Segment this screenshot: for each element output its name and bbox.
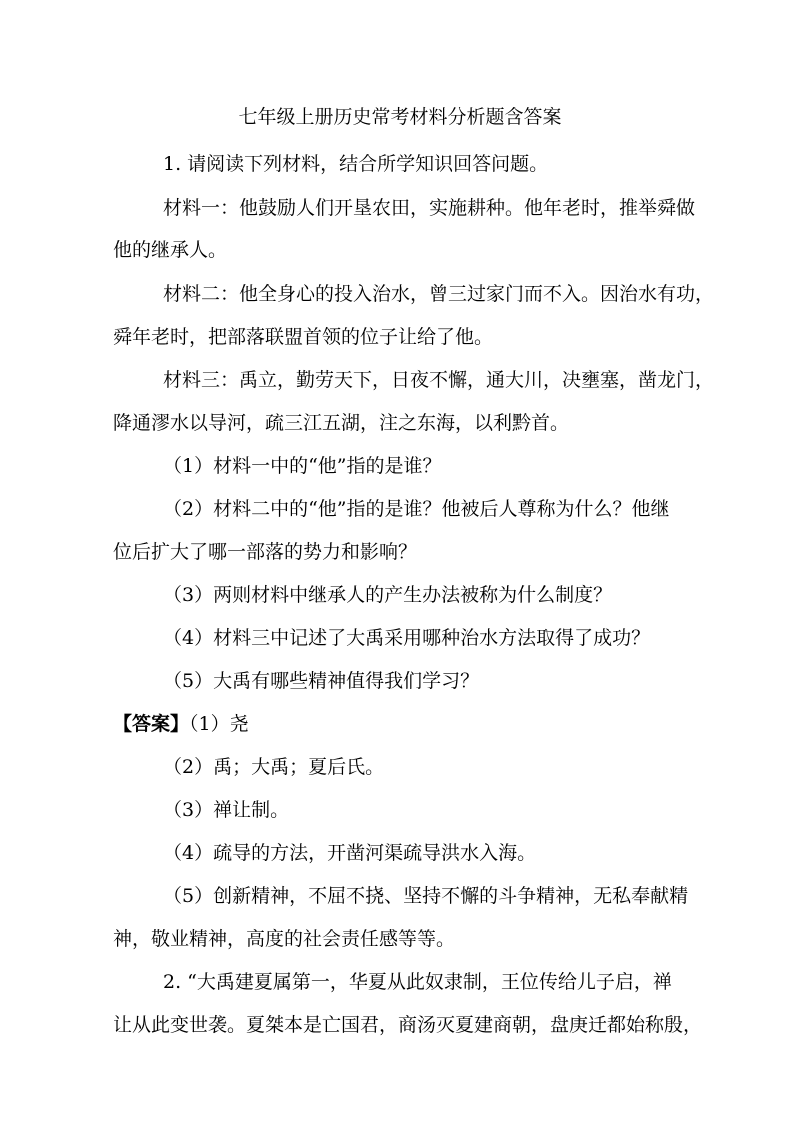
answer-5-line-1: （5）创新精神，不屈不挠、坚持不懈的斗争精神，无私奉献精 bbox=[163, 885, 689, 907]
question-2-line-2: 让从此变世袭。夏桀本是亡国君，商汤灭夏建商朝，盘庚迁都始称殷， bbox=[113, 1014, 703, 1036]
answer-3: （3）禅让制。 bbox=[163, 799, 290, 821]
material-2-line-1: 材料二：他全身心的投入治水，曾三过家门而不入。因治水有功， bbox=[163, 283, 715, 305]
sub-question-2-line-1: （2）材料二中的“他”指的是谁？他被后人尊称为什么？他继 bbox=[163, 498, 670, 520]
sub-question-1: （1）材料一中的“他”指的是谁？ bbox=[163, 455, 442, 477]
sub-question-4: （4）材料三中记述了大禹采用哪种治水方法取得了成功？ bbox=[163, 627, 651, 649]
answer-label: 【答案】 bbox=[113, 713, 190, 735]
sub-question-3: （3）两则材料中继承人的产生办法被称为什么制度？ bbox=[163, 584, 613, 606]
answer-1: （1）尧 bbox=[189, 713, 249, 735]
question-1-heading: 1. 请阅读下列材料，结合所学知识回答问题。 bbox=[163, 153, 549, 175]
sub-question-2-line-2: 位后扩大了哪一部落的势力和影响？ bbox=[113, 541, 418, 563]
question-2-line-1: 2. “大禹建夏属第一，华夏从此奴隶制，王位传给儿子启，禅 bbox=[163, 971, 672, 993]
material-3-line-1: 材料三：禹立，勤劳天下，日夜不懈，通大川，决壅塞，凿龙门， bbox=[163, 369, 715, 391]
answer-4: （4）疏导的方法，开凿河渠疏导洪水入海。 bbox=[163, 842, 537, 864]
material-1-line-1: 材料一：他鼓励人们开垦农田，实施耕种。他年老时，推举舜做 bbox=[163, 197, 696, 219]
document-title: 七年级上册历史常考材料分析题含答案 bbox=[238, 106, 562, 128]
answer-line-1 bbox=[113, 709, 249, 739]
material-3-line-2: 降通漻水以导河，疏三江五湖，注之东海，以利黔首。 bbox=[113, 412, 570, 434]
answer-2: （2）禹；大禹；夏后氏。 bbox=[163, 756, 385, 778]
material-2-line-2: 舜年老时，把部落联盟首领的位子让给了他。 bbox=[113, 326, 494, 348]
material-1-line-2: 他的继承人。 bbox=[113, 239, 228, 261]
sub-question-5: （5）大禹有哪些精神值得我们学习？ bbox=[163, 670, 480, 692]
answer-5-line-2: 神，敬业精神，高度的社会责任感等等。 bbox=[113, 928, 456, 950]
